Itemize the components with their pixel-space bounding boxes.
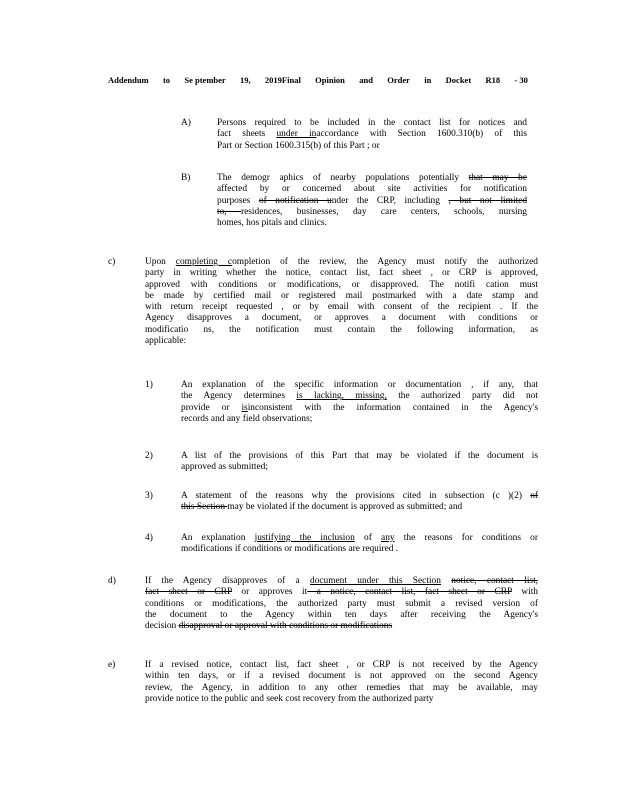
text-line bbox=[181, 380, 538, 391]
text-line bbox=[181, 414, 538, 425]
item-1-label: 1) bbox=[145, 380, 153, 390]
text-run: be made by certified mail or registered mail postmarked with a date stamp and bbox=[145, 290, 538, 301]
section-a-label: A) bbox=[181, 118, 191, 128]
text-run: the authorized party did not bbox=[386, 391, 538, 402]
text-run: party in writing whether the notice, contact list, fact sheet , or CRP is approved, bbox=[145, 268, 538, 279]
text-run: fact sheets bbox=[217, 129, 277, 140]
text-run: inconsistent with the information contained in the Agency's bbox=[247, 402, 538, 413]
text-line bbox=[145, 660, 538, 671]
header-word: and bbox=[359, 75, 373, 85]
text-run: with return receipt requested , or by email with consent of the recipient . If the bbox=[145, 302, 538, 313]
deleted-text: of notification u bbox=[258, 195, 332, 206]
inserted-text: completing c bbox=[175, 257, 233, 267]
text-line bbox=[145, 671, 538, 682]
item-3-text bbox=[181, 491, 538, 514]
text-run: The demogr aphics of nearby populations potentially bbox=[217, 173, 469, 183]
inserted-text: under in bbox=[276, 129, 317, 140]
text-run: approved with conditions or modifications, or disapproved. The notifi cation must bbox=[145, 279, 538, 290]
text-run: within ten days, or if a revised document is not approved on the second Agency bbox=[145, 671, 538, 682]
text-line bbox=[145, 576, 538, 587]
text-run: Agency disapproves a document, or approves a document with conditions or bbox=[145, 313, 538, 324]
header-word: R18 bbox=[485, 75, 501, 85]
text-run: provide notice to the public and seek cost recovery from the authorized party bbox=[145, 693, 434, 704]
text-line bbox=[181, 502, 538, 513]
deleted-text: that may be bbox=[468, 173, 527, 183]
text-line bbox=[145, 280, 538, 291]
text-line bbox=[145, 610, 538, 621]
text-run: may be violated if the document is approved as submitted; and bbox=[227, 502, 463, 513]
section-b-label: B) bbox=[181, 173, 191, 183]
deleted-text: notice, contact list, bbox=[451, 576, 539, 586]
section-c-label: c) bbox=[108, 257, 116, 267]
header-word: in bbox=[424, 75, 432, 85]
header-word: Opinion bbox=[315, 75, 345, 85]
header-word: Addendum bbox=[108, 75, 149, 85]
deleted-text: a notice, contact list, fact sheet or CRP bbox=[307, 587, 512, 598]
text-run: of bbox=[354, 533, 382, 543]
text-line bbox=[145, 336, 538, 347]
text-line bbox=[181, 533, 538, 544]
deleted-text: , but not limited bbox=[448, 195, 528, 206]
text-line bbox=[181, 491, 538, 502]
text-run: records and any field observations; bbox=[181, 413, 313, 424]
section-e-label: e) bbox=[108, 660, 116, 670]
text-line bbox=[145, 599, 538, 610]
text-run: modifications if conditions or modifications are required . bbox=[181, 544, 399, 555]
text-run: provide or bbox=[181, 402, 242, 413]
header-word: Docket bbox=[445, 75, 472, 85]
text-line bbox=[181, 391, 538, 402]
text-line bbox=[217, 173, 527, 184]
text-run: with bbox=[511, 587, 538, 598]
text-line bbox=[181, 462, 538, 473]
text-run: the Agency determines bbox=[181, 391, 297, 402]
text-run: homes, hos pitals and clinics. bbox=[217, 218, 327, 229]
text-line bbox=[181, 451, 538, 462]
text-line bbox=[217, 118, 527, 129]
header-word: Se ptember bbox=[184, 75, 226, 85]
text-line bbox=[145, 587, 538, 598]
text-run: purposes bbox=[217, 195, 259, 206]
text-run: nder the CRP, including bbox=[331, 195, 449, 206]
deleted-text: fact sheet or CRP bbox=[145, 587, 232, 598]
item-1-text bbox=[181, 380, 538, 425]
deleted-text: this Section bbox=[181, 502, 228, 513]
header-word: Order bbox=[387, 75, 410, 85]
text-run: accordance with Section 1600.310(b) of this bbox=[316, 129, 527, 140]
text-run: An explanation of the specific information or documentation , if any, that bbox=[181, 380, 538, 390]
item-4-text bbox=[181, 533, 538, 556]
deleted-text: of bbox=[530, 491, 538, 501]
text-run: applicable: bbox=[145, 336, 187, 347]
text-line bbox=[181, 403, 538, 414]
item-3-label: 3) bbox=[145, 491, 153, 501]
text-line bbox=[145, 694, 538, 705]
deleted-text: disapproval or approval with conditions or modifications bbox=[178, 621, 393, 632]
text-line bbox=[145, 291, 538, 302]
section-d-text bbox=[145, 576, 538, 632]
text-run: the reasons for conditions or bbox=[394, 533, 538, 543]
text-run: modificatio ns, the notification must contain the following information, as bbox=[145, 324, 538, 335]
deleted-text: to, bbox=[217, 206, 241, 217]
item-2-label: 2) bbox=[145, 451, 153, 461]
text-run: affected by or concerned about site activities for notification bbox=[217, 184, 527, 195]
section-d-label: d) bbox=[108, 576, 116, 586]
text-line bbox=[181, 544, 538, 555]
text-line bbox=[217, 184, 527, 195]
header-word: 19, bbox=[239, 75, 251, 85]
text-line bbox=[217, 141, 527, 152]
text-line bbox=[145, 257, 538, 268]
section-a-text bbox=[217, 118, 527, 152]
text-run: Part or Section 1600.315(b) of this Part ; or bbox=[217, 140, 380, 151]
text-line bbox=[145, 621, 538, 632]
text-line bbox=[217, 196, 527, 207]
text-run: or approves it bbox=[231, 587, 308, 598]
text-run: A list of the provisions of this Part that may be violated if the document is bbox=[181, 451, 538, 461]
text-run: approved as submitted; bbox=[181, 462, 268, 473]
section-e-text bbox=[145, 660, 538, 705]
inserted-text: any bbox=[381, 533, 395, 543]
text-line bbox=[145, 325, 538, 336]
item-4-label: 4) bbox=[145, 533, 153, 543]
text-line bbox=[217, 218, 527, 229]
text-line bbox=[145, 683, 538, 694]
text-run: review, the Agency, in addition to any other remedies that may be available, may bbox=[145, 682, 538, 693]
text-line bbox=[145, 302, 538, 313]
item-2-text bbox=[181, 451, 538, 474]
text-run: the document to the Agency within ten days after receiving the Agency's bbox=[145, 609, 538, 620]
text-line bbox=[145, 313, 538, 324]
text-run: If the Agency disapproves of a bbox=[145, 576, 310, 586]
inserted-text: document under this Section bbox=[310, 576, 441, 586]
text-run: If a revised notice, contact list, fact sheet , or CRP is not received by the Agency bbox=[145, 660, 538, 670]
text-run: residences, businesses, day care centers, schools, nursing bbox=[240, 206, 527, 217]
header-word: 2019Final bbox=[264, 75, 301, 85]
inserted-text: is bbox=[241, 402, 248, 413]
inserted-text: justifying the inclusion bbox=[254, 533, 355, 543]
text-run: decision bbox=[145, 621, 179, 632]
text-run bbox=[441, 576, 451, 586]
header-word: to bbox=[162, 75, 171, 85]
section-c-text bbox=[145, 257, 538, 347]
text-line bbox=[217, 129, 527, 140]
section-b-text bbox=[217, 173, 527, 229]
text-run: conditions or modifications, the authorized party must submit a revised version of bbox=[145, 598, 538, 609]
page-header bbox=[108, 75, 528, 85]
text-run: ompletion of the review, the Agency must notify the authorized bbox=[232, 257, 538, 267]
text-line bbox=[217, 207, 527, 218]
text-run: An explanation bbox=[181, 533, 255, 543]
text-line bbox=[145, 268, 538, 279]
text-run: Upon bbox=[145, 257, 176, 267]
text-run: A statement of the reasons why the provisions cited in subsection (c )(2) bbox=[181, 491, 531, 501]
text-run: Persons required to be included in the contact list for notices and bbox=[217, 118, 527, 128]
header-word: - 30 bbox=[514, 75, 528, 85]
inserted-text: is lacking, missing, bbox=[296, 391, 387, 402]
